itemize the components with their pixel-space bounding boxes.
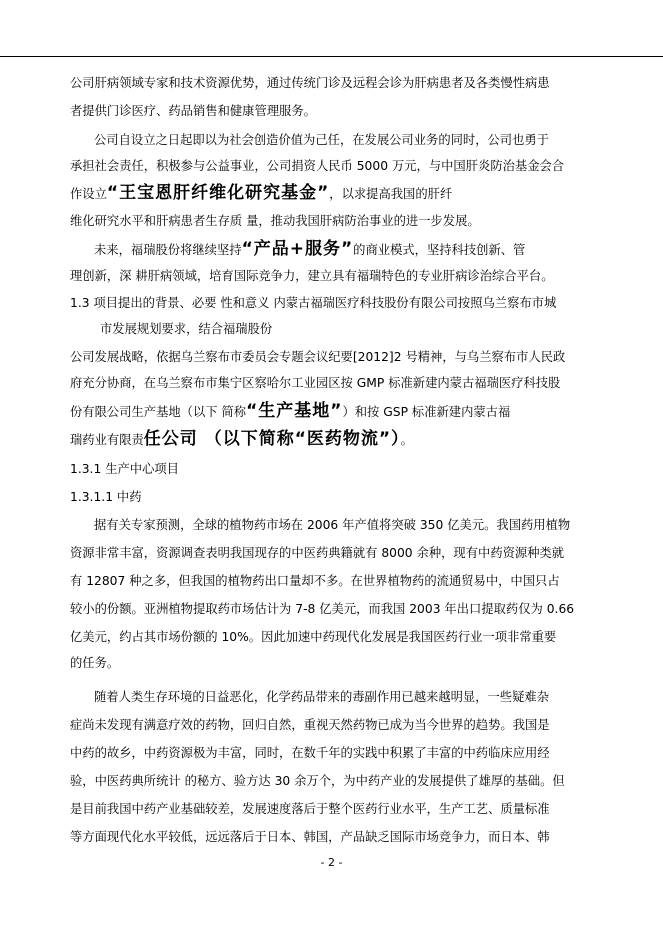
text-line: 亿美元，约占其市场份额的 10%。因此加速中药现代化发展是我国医药行业一项非常重要 <box>70 630 557 644</box>
text-line: 有 12807 种之多，但我国的植物药出口量却不多。在世界植物药的流通贸易中，中国只占 <box>70 574 560 588</box>
logistics-emphasis: 任公司 （以下简称“医药物流”） <box>143 429 401 449</box>
text-line: 者提供门诊医疗、药品销售和健康管理服务。 <box>70 104 316 118</box>
page-number: - 2 - <box>320 856 343 869</box>
subsection-heading: 1.3.1 生产中心项目 <box>70 462 179 476</box>
text-line: 资源非常丰富，资源调查表明我国现存的中医药典籍就有 8000 余种，现有中药资源种类就 <box>70 546 565 560</box>
text-run: 瑞药业有限责 <box>70 433 144 447</box>
text-run: 份有限公司生产基地（以下 简称 <box>70 405 247 419</box>
model-emphasis: “产品+服务” <box>241 239 354 259</box>
text-line: 府充分协商，在乌兰察布市集宁区察哈尔工业园区按 GMP 标准新建内蒙古福瑞医疗科技股 <box>70 376 561 390</box>
text-line: 等方面现代化水平较低，远远落后于日本、韩国，产品缺乏国际市场竞争力，而日本、韩 <box>70 830 550 844</box>
text-line: 维化研究水平和肝病患者生存质 量，推动我国肝病防治事业的进一步发展。 <box>70 214 480 228</box>
text-line: 中药的故乡，中药资源极为丰富，同时，在数千年的实践中积累了丰富的中药临床应用经 <box>70 746 550 760</box>
text-line <box>70 398 600 425</box>
header-rule <box>0 56 663 57</box>
text-line: 理创新，深 耕肝病领域，培育国际竞争力，建立具有福瑞特色的专业肝病诊治综合平台。 <box>70 269 554 283</box>
text-line: 公司发展战略，依据乌兰察布市委员会专题会议纪要[2012]2 号精神，与乌兰察布市人民政 <box>70 350 566 364</box>
text-line: 的任务。 <box>70 656 120 670</box>
text-line: 公司自设立之日起即以为社会创造价值为己任，在发展公司业务的同时，公司也勇于 <box>94 133 549 147</box>
text-run: 的商业模式，坚持科技创新、管 <box>353 243 526 257</box>
text-line: 市发展规划要求，结合福瑞股份 <box>100 322 273 336</box>
text-run: ，以求提高我国的肝纤 <box>329 187 453 201</box>
text-line: 症尚未发现有满意疗效的药物，回归自然，重视天然药物已成为当今世界的趋势。我国是 <box>70 718 550 732</box>
text-line <box>70 236 600 263</box>
text-run: 未来，福瑞股份将继续坚持 <box>94 243 242 257</box>
text-line: 据有关专家预测，全球的植物药市场在 2006 年产值将突破 350 亿美元。我国药用植物 <box>94 518 571 532</box>
text-line: 是目前我国中药产业基础较差，发展速度落后于整个医药行业水平，生产工艺、质量标准 <box>70 802 550 816</box>
text-line: 随着人类生存环境的日益恶化，化学药品带来的毒副作用已越来越明显，一些疑难杂 <box>94 690 549 704</box>
base-emphasis: “生产基地” <box>246 401 343 421</box>
text-run: ）和按 GSP 标准新建内蒙古福 <box>342 405 511 419</box>
text-run: 。 <box>400 433 413 447</box>
fund-name-emphasis: “王宝恩肝纤维化研究基金” <box>106 183 330 203</box>
text-run: 作设立 <box>70 187 107 201</box>
text-line: 验，中医药典所统计 的秘方、验方达 30 余万个，为中药产业的发展提供了雄厚的基础。但 <box>70 774 565 788</box>
text-line: 承担社会责任，积极参与公益事业，公司捐资人民币 5000 万元，与中国肝炎防治基金会合 <box>70 159 565 173</box>
text-line: 公司肝病领域专家和技术资源优势，通过传统门诊及远程会诊为肝病患者及各类慢性病患 <box>70 76 550 90</box>
text-line: 较小的份额。亚洲植物提取药市场估计为 7-8 亿美元，而我国 2003 年出口提取药仅为 0.66 <box>70 602 575 616</box>
text-line <box>70 426 600 453</box>
text-line <box>70 180 600 207</box>
subsection-heading: 1.3.1.1 中药 <box>70 490 142 504</box>
section-heading: 1.3 项目提出的背景、必要 性和意义 内蒙古福瑞医疗科技股份有限公司按照乌兰察布市城 <box>70 296 557 310</box>
